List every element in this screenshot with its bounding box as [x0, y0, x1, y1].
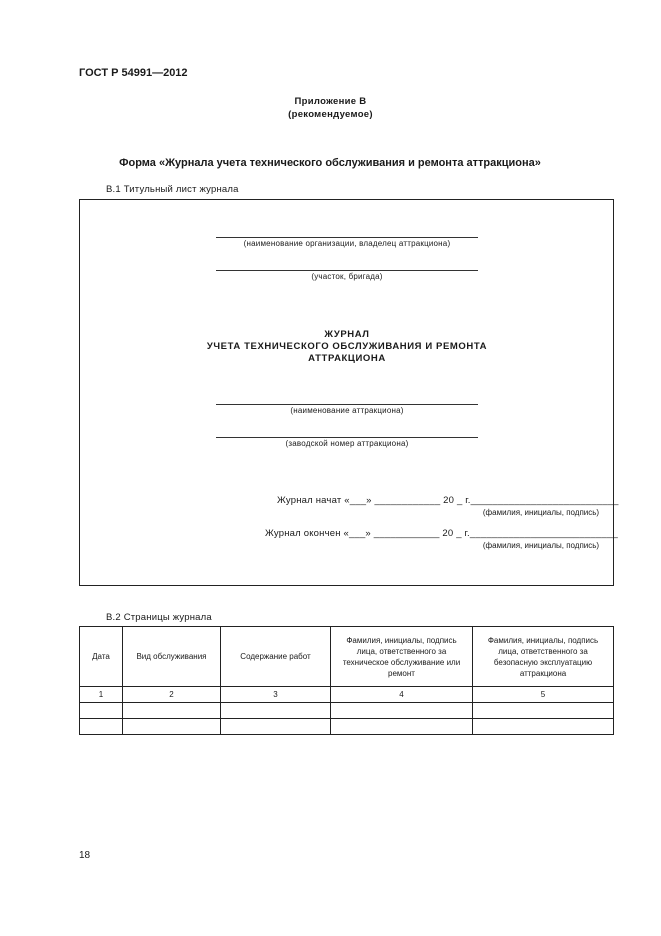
- column-number: 4: [331, 687, 473, 703]
- ended-person-caption: (фамилия, инициалы, подпись): [482, 541, 600, 550]
- column-header-date: Дата: [80, 627, 123, 687]
- table-cell: [221, 703, 331, 719]
- area-line: [216, 270, 478, 271]
- form-title: Форма «Журнала учета технического обслуживания и ремонта аттракциона»: [119, 157, 541, 169]
- appendix-status: (рекомендуемое): [288, 109, 373, 120]
- serial-line: [216, 437, 478, 438]
- journal-ended-field: Журнал окончен «___» ____________ 20 _ г.___________________________: [265, 528, 618, 539]
- table-cell: [331, 719, 473, 735]
- table-cell: [80, 703, 123, 719]
- table-cell: [473, 703, 614, 719]
- table-cell: [123, 703, 221, 719]
- table-row: [80, 719, 614, 735]
- org-caption: (наименование организации, владелец аттракциона): [243, 239, 451, 248]
- column-number: 5: [473, 687, 614, 703]
- column-number: 1: [80, 687, 123, 703]
- name-caption: (наименование аттракциона): [290, 406, 404, 415]
- document-code: ГОСТ Р 54991—2012: [79, 67, 188, 79]
- table-header-row: [80, 627, 614, 687]
- journal-started-field: Журнал начат «___» ____________ 20 _ г.___________________________: [277, 495, 619, 506]
- table-cell: [123, 719, 221, 735]
- table-row: [80, 703, 614, 719]
- column-header-safety-responsible: Фамилия, инициалы, подпись лица, ответственного за безопасную эксплуатацию аттракциона: [473, 627, 614, 687]
- table-cell: [221, 719, 331, 735]
- table-cell: [331, 703, 473, 719]
- journal-title-line-2: УЧЕТА ТЕХНИЧЕСКОГО ОБСЛУЖИВАНИЯ И РЕМОНТА: [206, 341, 488, 352]
- journal-title-line-1: ЖУРНАЛ: [324, 329, 370, 340]
- serial-caption: (заводской номер аттракциона): [285, 439, 409, 448]
- journal-title-line-3: АТТРАКЦИОНА: [308, 353, 386, 364]
- table-number-row: [80, 687, 614, 703]
- section-2-title: В.2 Страницы журнала: [106, 612, 212, 623]
- table-cell: [80, 719, 123, 735]
- column-header-maintenance-responsible: Фамилия, инициалы, подпись лица, ответственного за техническое обслуживание или ремонт: [331, 627, 473, 687]
- column-header-work-content: Содержание работ: [221, 627, 331, 687]
- journal-pages-table: [79, 626, 614, 735]
- column-number: 3: [221, 687, 331, 703]
- section-1-title: В.1 Титульный лист журнала: [106, 184, 239, 195]
- started-person-caption: (фамилия, инициалы, подпись): [482, 508, 600, 517]
- column-number: 2: [123, 687, 221, 703]
- appendix-title: Приложение В: [294, 96, 367, 107]
- page-number: 18: [79, 850, 91, 861]
- area-caption: (участок, бригада): [311, 272, 383, 281]
- table-cell: [473, 719, 614, 735]
- org-line: [216, 237, 478, 238]
- column-header-service-type: Вид обслуживания: [123, 627, 221, 687]
- name-line: [216, 404, 478, 405]
